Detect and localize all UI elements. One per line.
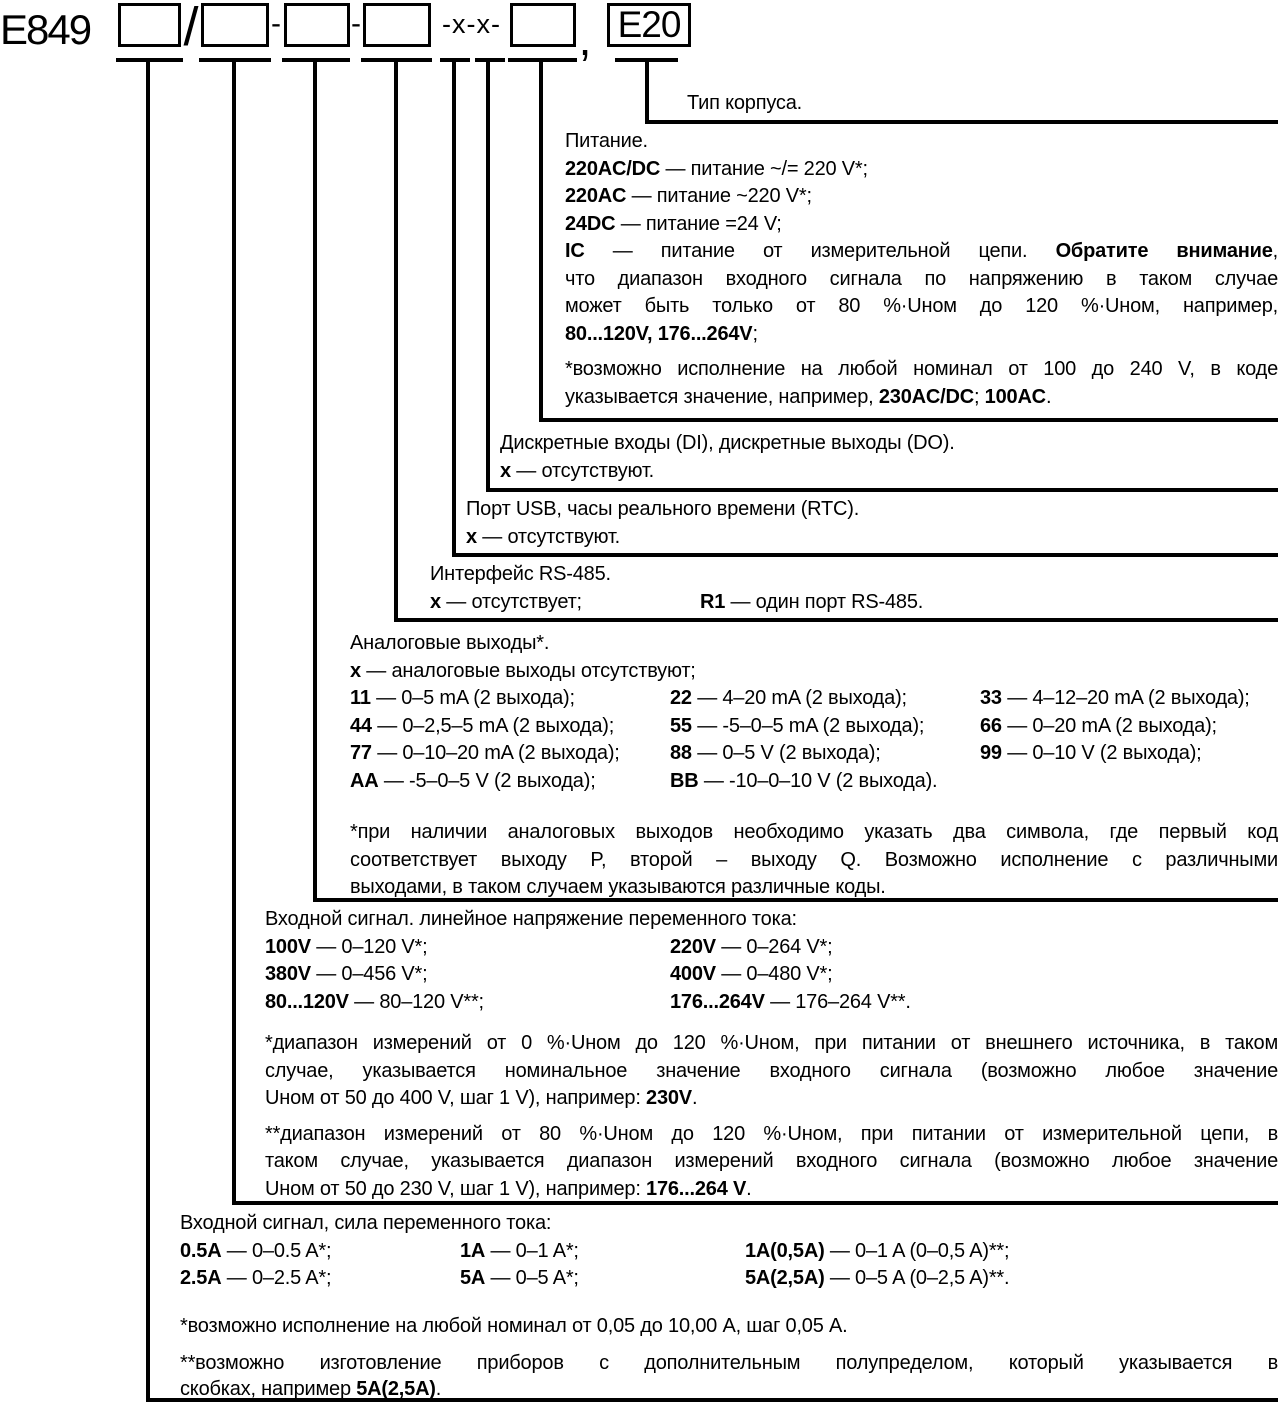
voltage-option-100v: 100V — 0–120 V*; bbox=[265, 935, 428, 958]
connector-stem-housing bbox=[645, 58, 649, 124]
connector-stem-current bbox=[146, 58, 150, 1402]
voltage-note2-line-1: **диапазон измерений от 80 %·Uном до 120 %·Uном, при питании от измерительной цепи, в bbox=[265, 1122, 1278, 1145]
current-row bbox=[180, 1238, 1278, 1266]
connector-stem-rs485 bbox=[394, 58, 398, 622]
voltage-note1-line-2: случае, указывается номинальное значение входного сигнала (возможно любое значение bbox=[265, 1059, 1278, 1082]
separator-comma: , bbox=[578, 13, 592, 65]
housing-code-label: E20 bbox=[617, 4, 681, 45]
section-usb-rtc bbox=[466, 496, 859, 551]
analog-row bbox=[350, 740, 1278, 768]
power-option-220ac: 220AC — питание ~220 V*; bbox=[565, 185, 812, 207]
voltage-title: Входной сигнал. линейное напряжение переменного тока: bbox=[265, 908, 797, 930]
discrete-option-x: x — отсутствуют. bbox=[500, 459, 655, 482]
code-box-rs485 bbox=[363, 3, 431, 47]
analog-title: Аналоговые выходы*. bbox=[350, 632, 550, 654]
analog-option-44: 44 — 0–2,5–5 mA (2 выхода); bbox=[350, 714, 615, 737]
analog-option-22: 22 — 4–20 mA (2 выхода); bbox=[670, 687, 907, 709]
section-underline-housing bbox=[645, 120, 1278, 124]
section-underline-rs485 bbox=[394, 618, 1278, 622]
separator-dash-2: - bbox=[351, 7, 361, 40]
analog-option-88: 88 — 0–5 V (2 выхода); bbox=[670, 742, 881, 764]
analog-option-none: x — аналоговые выходы отсутствуют; bbox=[350, 659, 696, 682]
code-box-housing bbox=[607, 3, 691, 47]
analog-option-99: 99 — 0–10 V (2 выхода); bbox=[980, 742, 1202, 764]
section-analog-outputs bbox=[350, 630, 1278, 902]
voltage-option-400v: 400V — 0–480 V*; bbox=[670, 963, 833, 985]
power-ic-line-1: IC — питание от измерительной цепи. Обратите внимание, bbox=[565, 240, 1278, 262]
current-option-1a-05a: 1A(0,5A) — 0–1 A (0–0,5 A)**; bbox=[745, 1239, 1010, 1262]
analog-option-77: 77 — 0–10–20 mA (2 выхода); bbox=[350, 742, 620, 764]
voltage-note1-line-1: *диапазон измерений от 0 %·Uном до 120 %·Uном, при питании от внешнего источника, в таком bbox=[265, 1032, 1278, 1054]
voltage-row bbox=[265, 961, 1278, 989]
section-underline-usb bbox=[452, 553, 1278, 557]
voltage-note2-line-2: таком случае, указывается диапазон измерений входного сигнала (возможно любое значение bbox=[265, 1150, 1278, 1172]
code-box-analog-outputs bbox=[284, 3, 350, 47]
analog-row bbox=[350, 685, 1278, 713]
section-housing-title: Тип корпуса. bbox=[687, 92, 803, 114]
rs485-title: Интерфейс RS-485. bbox=[430, 563, 611, 585]
section-voltage-input bbox=[265, 906, 1278, 1203]
current-note-1: *возможно исполнение на любой номинал от 0,05 до 10,00 A, шаг 0,05 A. bbox=[180, 1314, 848, 1337]
tick-bar-current bbox=[116, 58, 183, 62]
code-box-current-signal bbox=[118, 3, 181, 47]
connector-stem-analog bbox=[313, 58, 317, 902]
voltage-option-176-264v: 176...264V — 176–264 V**. bbox=[670, 990, 911, 1013]
voltage-option-380v: 380V — 0–456 V*; bbox=[265, 963, 428, 985]
power-note-line-2: указывается значение, например, 230AC/DC; 100AC. bbox=[565, 385, 1052, 408]
voltage-note1-line-3: Uном от 50 до 400 V, шаг 1 V), например: 230V. bbox=[265, 1087, 698, 1109]
separator-slash: / bbox=[183, 0, 199, 57]
current-option-5a: 5A — 0–5 A*; bbox=[460, 1267, 579, 1289]
section-underline-discrete bbox=[486, 488, 1278, 492]
usb-title: Порт USB, часы реального времени (RTC). bbox=[466, 498, 860, 520]
code-box-power bbox=[510, 3, 576, 47]
power-option-24dc: 24DC — питание =24 V; bbox=[565, 212, 782, 235]
discrete-title: Дискретные входы (DI), дискретные выходы (DO). bbox=[500, 432, 955, 454]
power-ic-line-4: 80...120V, 176...264V; bbox=[565, 322, 758, 345]
tick-bar-power bbox=[508, 58, 577, 62]
voltage-option-220v: 220V — 0–264 V*; bbox=[670, 935, 833, 958]
analog-row bbox=[350, 768, 1278, 796]
power-ic-line-3: может быть только от 80 %·Uном до 120 %·Uном, например, bbox=[565, 295, 1278, 317]
analog-option-bb: BB — -10–0–10 V (2 выхода). bbox=[670, 769, 938, 792]
separator-x-x: -x-x- bbox=[442, 9, 501, 39]
rs485-option-r1: R1 — один порт RS-485. bbox=[700, 590, 924, 613]
analog-note-line-2: соответствует выходу P, второй – выходу Q. Возможно исполнение с различными bbox=[350, 848, 1278, 871]
code-box-voltage-signal bbox=[201, 3, 269, 47]
section-current-input bbox=[180, 1210, 1278, 1402]
voltage-row bbox=[265, 934, 1278, 962]
voltage-option-80-120v: 80...120V — 80–120 V**; bbox=[265, 990, 484, 1013]
usb-option-x: x — отсутствуют. bbox=[466, 525, 621, 548]
analog-option-aa: AA — -5–0–5 V (2 выхода); bbox=[350, 769, 596, 792]
analog-option-66: 66 — 0–20 mA (2 выхода); bbox=[980, 714, 1217, 737]
connector-stem-power bbox=[539, 58, 543, 422]
power-note-line-1: *возможно исполнение на любой номинал от 100 до 240 V, в коде bbox=[565, 358, 1278, 380]
analog-option-55: 55 — -5–0–5 mA (2 выхода); bbox=[670, 714, 925, 737]
connector-stem-discrete bbox=[486, 58, 490, 492]
model-prefix: E849 bbox=[0, 6, 91, 53]
connector-stem-voltage bbox=[232, 58, 236, 1205]
analog-row bbox=[350, 713, 1278, 741]
section-underline-power bbox=[539, 418, 1278, 422]
analog-note-line-3: выходами, в таком случаем указываются различные коды. bbox=[350, 876, 886, 898]
current-option-05a: 0.5A — 0–0.5 A*; bbox=[180, 1239, 332, 1262]
analog-option-11: 11 — 0–5 mA (2 выхода); bbox=[350, 687, 575, 709]
rs485-options-row bbox=[430, 589, 1278, 617]
rs485-option-x: x — отсутствует; bbox=[430, 590, 582, 613]
current-note-2-line-2: скобках, например 5A(2,5A). bbox=[180, 1378, 442, 1400]
current-title: Входной сигнал, сила переменного тока: bbox=[180, 1212, 552, 1234]
analog-note-line-1: *при наличии аналоговых выходов необходимо указать два символа, где первый код bbox=[350, 821, 1278, 843]
power-ic-line-2: что диапазон входного сигнала по напряжению в таком случае bbox=[565, 267, 1278, 290]
current-option-1a: 1A — 0–1 A*; bbox=[460, 1239, 579, 1262]
separator-dash-1: - bbox=[271, 7, 281, 40]
tick-bar-discrete bbox=[475, 58, 505, 62]
current-note-2-line-1: **возможно изготовление приборов с дополнительным полупределом, который указывается в bbox=[180, 1352, 1278, 1374]
power-title: Питание. bbox=[565, 130, 648, 152]
current-option-5a-25a: 5A(2,5A) — 0–5 A (0–2,5 A)**. bbox=[745, 1267, 1010, 1289]
voltage-note2-line-3: Uном от 50 до 230 V, шаг 1 V), например: 176...264 V. bbox=[265, 1177, 752, 1200]
current-row bbox=[180, 1265, 1278, 1293]
section-discrete-io bbox=[500, 430, 955, 485]
analog-option-33: 33 — 4–12–20 mA (2 выхода); bbox=[980, 687, 1250, 709]
section-rs485 bbox=[430, 561, 1278, 616]
section-power bbox=[565, 128, 1278, 411]
power-option-220acdc: 220AC/DC — питание ~/= 220 V*; bbox=[565, 157, 868, 180]
voltage-row bbox=[265, 989, 1278, 1017]
current-option-25a: 2.5A — 0–2.5 A*; bbox=[180, 1267, 332, 1289]
connector-stem-usb bbox=[452, 58, 456, 557]
